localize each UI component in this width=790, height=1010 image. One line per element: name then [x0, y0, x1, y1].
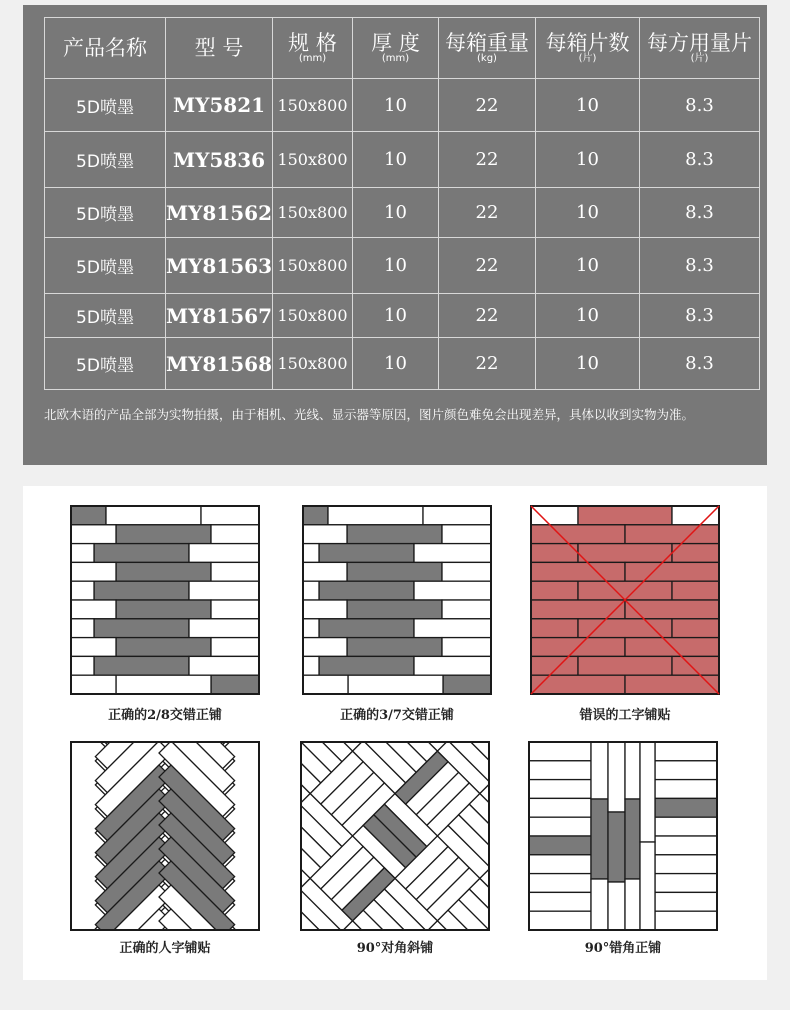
tile	[106, 506, 201, 525]
tile	[529, 836, 591, 855]
tile	[116, 675, 211, 694]
tile	[578, 581, 672, 600]
tile	[423, 506, 491, 525]
tile	[94, 544, 189, 563]
cell-size: 150x800	[273, 294, 353, 338]
layout-caption-diagonal-basket: 90°对角斜铺	[356, 941, 434, 956]
tile	[116, 562, 211, 581]
tile	[303, 675, 348, 694]
tile	[414, 619, 491, 638]
layout-diagram-brick-wrong	[530, 505, 720, 695]
tile	[531, 656, 578, 675]
tile	[211, 600, 259, 619]
tile	[71, 525, 116, 544]
cell-model: MY81563	[166, 238, 273, 294]
layout-diagram-offset-2-8	[70, 505, 260, 695]
tile	[347, 600, 442, 619]
tile	[442, 562, 491, 581]
tile	[319, 581, 414, 600]
tile	[625, 562, 719, 581]
tile	[189, 581, 259, 600]
cell-per-sqm: 8.3	[640, 79, 760, 132]
tile	[578, 619, 672, 638]
tile	[347, 525, 442, 544]
layout-diagram-herringbone	[70, 741, 260, 931]
tile	[591, 799, 608, 879]
cell-weight: 22	[439, 79, 536, 132]
cell-size: 150x800	[273, 188, 353, 238]
tile	[655, 817, 717, 836]
cell-thickness: 10	[353, 294, 439, 338]
tile	[531, 525, 625, 544]
tile	[414, 581, 491, 600]
tile	[116, 638, 211, 657]
cell-weight: 22	[439, 188, 536, 238]
tile	[529, 911, 591, 930]
tile	[529, 761, 591, 780]
cell-name: 5D喷墨	[45, 132, 166, 188]
tile	[531, 619, 578, 638]
cell-pieces: 10	[536, 132, 640, 188]
cell-weight: 22	[439, 294, 536, 338]
tile	[71, 562, 116, 581]
column-header	[273, 18, 353, 79]
tile	[71, 600, 116, 619]
tile	[608, 812, 625, 882]
tile	[71, 581, 94, 600]
layout-diagram-staggered-corner	[528, 741, 718, 931]
tile	[211, 525, 259, 544]
tile	[319, 619, 414, 638]
tile	[303, 525, 347, 544]
table-row	[45, 79, 760, 132]
tile	[71, 638, 116, 657]
column-header	[439, 18, 536, 79]
cell-name: 5D喷墨	[45, 79, 166, 132]
tile	[672, 581, 719, 600]
tile	[303, 544, 319, 563]
cell-pieces: 10	[536, 238, 640, 294]
tile	[672, 619, 719, 638]
tile	[625, 879, 640, 930]
cell-model: MY5821	[166, 79, 273, 132]
tile	[625, 742, 640, 799]
tile	[211, 675, 260, 694]
column-header-label: 产品名称	[63, 35, 147, 60]
tile	[442, 638, 491, 657]
cell-weight: 22	[439, 338, 536, 390]
column-header	[640, 18, 760, 79]
column-header-unit: (kg)	[477, 53, 497, 65]
cell-thickness: 10	[353, 238, 439, 294]
cell-thickness: 10	[353, 338, 439, 390]
tile	[578, 544, 672, 563]
tile	[655, 911, 717, 930]
tile	[655, 874, 717, 893]
column-header-label: 规 格	[288, 30, 337, 55]
table-row	[45, 294, 760, 338]
cell-per-sqm: 8.3	[640, 338, 760, 390]
tile	[201, 506, 259, 525]
tile	[303, 581, 319, 600]
tile	[655, 780, 717, 799]
tile	[529, 798, 591, 817]
cell-model: MY81568	[166, 338, 273, 390]
tile	[302, 506, 328, 525]
column-header-unit: (片)	[578, 53, 597, 65]
layout-caption-brick-wrong: 错误的工字铺贴	[579, 708, 671, 723]
tile	[414, 656, 491, 675]
column-header-unit: (mm)	[381, 53, 410, 65]
table-row	[45, 132, 760, 188]
tile	[328, 506, 423, 525]
tile	[529, 874, 591, 893]
tile	[655, 855, 717, 874]
cell-name: 5D喷墨	[45, 294, 166, 338]
cell-pieces: 10	[536, 294, 640, 338]
tile	[529, 892, 591, 911]
tile	[303, 656, 319, 675]
tile	[443, 675, 492, 694]
tile	[578, 506, 672, 525]
tile	[625, 525, 719, 544]
tile	[640, 742, 655, 842]
tile	[531, 600, 625, 619]
tile	[640, 842, 655, 930]
tile	[655, 761, 717, 780]
column-header-label: 每箱片数	[545, 30, 630, 55]
cell-weight: 22	[439, 238, 536, 294]
tile	[655, 798, 717, 817]
layout-diagram-offset-3-7	[302, 505, 492, 695]
layout-diagram-diagonal-basket	[300, 741, 490, 931]
spec-panel	[23, 5, 767, 465]
tile	[71, 656, 94, 675]
layout-caption-offset-2-8: 正确的2/8交错正铺	[108, 708, 222, 723]
tile	[94, 656, 189, 675]
tile	[303, 638, 347, 657]
tile	[319, 544, 414, 563]
column-header	[353, 18, 439, 79]
tile	[608, 882, 625, 930]
spec-table	[44, 17, 760, 390]
tile	[625, 675, 719, 694]
tile	[414, 544, 491, 563]
tile	[116, 525, 211, 544]
column-header	[536, 18, 640, 79]
cell-pieces: 10	[536, 188, 640, 238]
tile	[211, 638, 259, 657]
cell-weight: 22	[439, 132, 536, 188]
tile	[531, 581, 578, 600]
column-header	[166, 18, 273, 79]
cell-model: MY81562	[166, 188, 273, 238]
cell-model: MY5836	[166, 132, 273, 188]
disclaimer-text: 北欧木语的产品全部为实物拍摄，由于相机、光线、显示器等原因，图片颜色难免会出现差异，具体以收到实物为准。	[44, 407, 695, 422]
tile	[672, 656, 719, 675]
cell-size: 150x800	[273, 238, 353, 294]
cell-model: MY81567	[166, 294, 273, 338]
tile	[531, 506, 578, 525]
layout-caption-offset-3-7: 正确的3/7交错正铺	[340, 708, 454, 723]
table-row	[45, 238, 760, 294]
tile	[303, 619, 319, 638]
tile	[529, 855, 591, 874]
table-row	[45, 338, 760, 390]
tile	[655, 892, 717, 911]
column-header-unit: (mm)	[298, 53, 327, 65]
column-header-label: 厚 度	[371, 30, 420, 55]
tile	[94, 581, 189, 600]
tile	[591, 879, 608, 930]
cell-pieces: 10	[536, 338, 640, 390]
tile	[189, 656, 259, 675]
cell-name: 5D喷墨	[45, 338, 166, 390]
table-header-row	[45, 18, 760, 79]
layout-panel	[23, 486, 767, 980]
tile	[348, 675, 443, 694]
tile	[71, 675, 116, 694]
table-row	[45, 188, 760, 238]
column-header-label: 每方用量片	[647, 30, 752, 55]
column-header-unit: (片)	[690, 53, 709, 65]
tile	[347, 638, 442, 657]
tile	[303, 562, 347, 581]
layout-caption-staggered-corner: 90°错角正铺	[584, 941, 662, 956]
cell-thickness: 10	[353, 188, 439, 238]
tile	[442, 525, 491, 544]
column-header	[45, 18, 166, 79]
cell-pieces: 10	[536, 79, 640, 132]
tile	[655, 742, 717, 761]
tile	[116, 600, 211, 619]
cell-name: 5D喷墨	[45, 188, 166, 238]
tile	[70, 506, 106, 525]
cell-size: 150x800	[273, 338, 353, 390]
tile	[189, 544, 259, 563]
tile	[319, 656, 414, 675]
cell-name: 5D喷墨	[45, 238, 166, 294]
tile	[529, 780, 591, 799]
tile	[211, 562, 259, 581]
cell-per-sqm: 8.3	[640, 188, 760, 238]
tile	[655, 836, 717, 855]
tile	[189, 619, 259, 638]
tile	[71, 544, 94, 563]
tile	[672, 506, 719, 525]
layout-caption-herringbone: 正确的人字铺贴	[119, 941, 211, 956]
tile	[529, 742, 591, 761]
tile	[578, 656, 672, 675]
cell-thickness: 10	[353, 79, 439, 132]
column-header-label: 型 号	[194, 35, 244, 60]
tile	[591, 742, 608, 799]
tile	[531, 562, 625, 581]
cell-size: 150x800	[273, 79, 353, 132]
cell-size: 150x800	[273, 132, 353, 188]
tile	[71, 619, 94, 638]
cell-per-sqm: 8.3	[640, 294, 760, 338]
tile	[608, 742, 625, 812]
cell-thickness: 10	[353, 132, 439, 188]
tile	[625, 799, 640, 879]
tile	[94, 619, 189, 638]
tile	[442, 600, 491, 619]
tile	[529, 817, 591, 836]
tile	[531, 675, 625, 694]
column-header-label: 每箱重量	[445, 30, 529, 55]
tile	[303, 600, 347, 619]
cell-per-sqm: 8.3	[640, 132, 760, 188]
cell-per-sqm: 8.3	[640, 238, 760, 294]
tile	[347, 562, 442, 581]
tile	[625, 600, 719, 619]
